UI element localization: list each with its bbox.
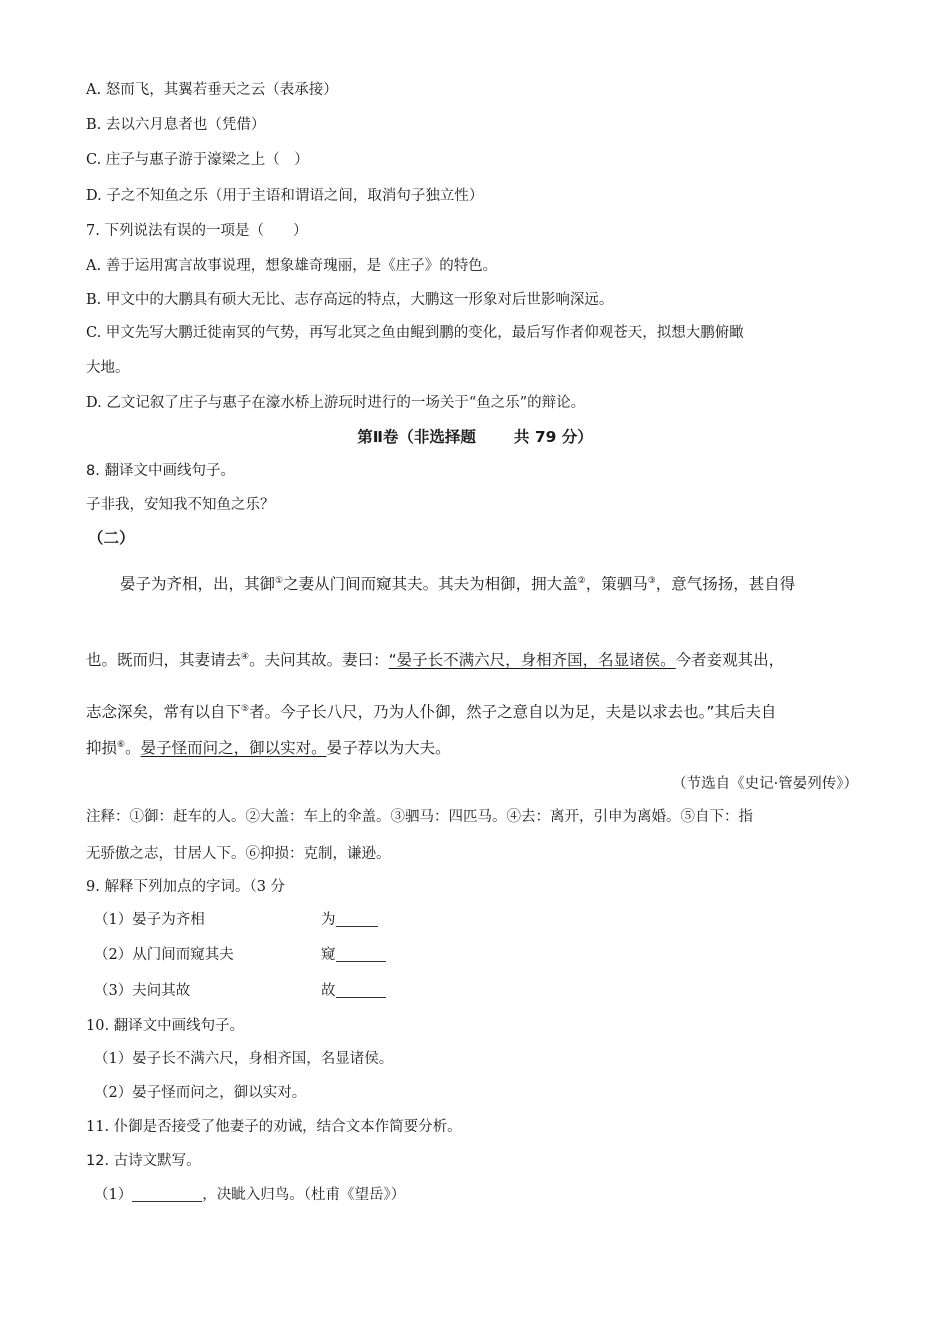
passage-text: 者。今子长八尺，乃为人仆御，然子之意自以为足，夫是以求去也。”其后夫自 — [249, 703, 777, 721]
passage-text: 抑损 — [86, 739, 118, 757]
passage-text: 晏子为齐相，出，其御 — [120, 575, 276, 593]
q9-stem: 9. 解释下列加点的字词。（3 分 — [86, 879, 286, 895]
q9-item-1 — [94, 910, 336, 930]
q9-item-answer — [321, 910, 378, 930]
footnote-marker: ② — [577, 576, 586, 586]
passage-text: 志念深矣，常有以自下 — [86, 703, 242, 721]
passage-line-3 — [86, 702, 776, 722]
q10-item-2: （2）晏子怪而问之，御以实对。 — [94, 1085, 307, 1101]
footnote-marker: ⑤ — [241, 704, 250, 714]
section-2-title-part1: 第Ⅱ卷（非选择题 — [357, 428, 476, 446]
q12-text: 古诗文默写。 — [109, 1153, 201, 1169]
q7-option-a: A. 善于运用寓言故事说理，想象雄奇瑰丽，是《庄子》的特色。 — [86, 258, 498, 274]
underlined-sentence-1: “晏子长不满六尺，身相齐国，名显诸侯。 — [388, 651, 676, 669]
q6-option-c: C. 庄子与惠子游于濠梁之上（ ） — [86, 152, 309, 168]
passage-text: ，意气扬扬，甚自得 — [655, 575, 796, 593]
q12-item-prefix: （1） — [94, 1187, 133, 1203]
q12-stem — [86, 1151, 201, 1171]
q6-option-d: D. 子之不知鱼之乐（用于主语和谓语之间，取消句子独立性） — [86, 188, 484, 204]
answer-blank[interactable] — [336, 947, 386, 962]
passage-text: 今者妾观其出， — [675, 651, 785, 669]
q7-option-c-line1: C. 甲文先写大鹏迁徙南冥的气势，再写北冥之鱼由鲲到鹏的变化，最后写作者仰观苍天，拟想大鹏俯瞰 — [86, 325, 744, 341]
q7-option-d: D. 乙文记叙了庄子与惠子在濠水桥上游玩时进行的一场关于“鱼之乐”的辩论。 — [86, 395, 586, 411]
section-2-title — [0, 427, 950, 447]
q9-item-sentence: （1）晏子为齐相 — [94, 912, 205, 928]
answer-blank[interactable] — [336, 912, 378, 927]
passage-line-1 — [120, 574, 795, 594]
answer-blank[interactable] — [336, 983, 386, 998]
q9-item-sentence: （2）从门间而窥其夫 — [94, 947, 234, 963]
q8-number: 8. — [86, 463, 100, 479]
q8-stem — [86, 461, 235, 481]
q12-number: 12. — [86, 1153, 110, 1169]
footnote-marker: ④ — [241, 652, 250, 662]
q7-option-c-line2: 大地。 — [86, 360, 130, 376]
q8-sentence: 子非我，安知我不知鱼之乐？ — [86, 497, 275, 513]
q9-item-2 — [94, 945, 336, 965]
q9-item-sentence: （3）夫问其故 — [94, 983, 191, 999]
footnote-marker: ① — [275, 576, 284, 586]
q9-item-word: 故 — [321, 983, 336, 999]
footnote-marker: ③ — [647, 576, 656, 586]
answer-blank[interactable] — [132, 1187, 202, 1202]
q11-stem: 11. 仆御是否接受了他妻子的劝诫，结合文本作简要分析。 — [86, 1119, 462, 1135]
passage-text: ，策驷马 — [585, 575, 648, 593]
q9-item-3 — [94, 981, 336, 1001]
q12-item-1 — [94, 1185, 405, 1205]
q9-item-answer — [321, 945, 386, 965]
passage-text: 晏子荐以为大夫。 — [326, 739, 451, 757]
q10-stem: 10. 翻译文中画线句子。 — [86, 1018, 245, 1034]
q7-stem: 7. 下列说法有误的一项是（ ） — [86, 223, 308, 239]
q9-item-word: 为 — [321, 912, 336, 928]
part-2-heading: （二） — [88, 529, 135, 547]
q10-item-1: （1）晏子长不满六尺，身相齐国，名显诸侯。 — [94, 1051, 394, 1067]
q9-item-word: 窥 — [321, 947, 336, 963]
q12-item-suffix: ，决眦入归鸟。（杜甫《望岳》） — [202, 1187, 406, 1203]
q8-text: 翻译文中画线句子。 — [99, 463, 235, 479]
q9-item-answer — [321, 981, 386, 1001]
passage-line-2 — [86, 650, 784, 670]
q7-option-b: B. 甲文中的大鹏具有硕大无比、志存高远的特点，大鹏这一形象对后世影响深远。 — [86, 292, 614, 308]
underlined-sentence-2: 晏子怪而问之，御以实对。 — [140, 739, 327, 757]
passage-text: 。 — [125, 739, 141, 757]
passage-line-4 — [86, 738, 451, 758]
q6-option-b: B. 去以六月息者也（凭借） — [86, 117, 266, 133]
passage-text: 也。既而归，其妻请去 — [86, 651, 242, 669]
passage-text: 之妻从门间而窥其夫。其夫为相御，拥大盖 — [283, 575, 578, 593]
passage-source: （节选自《史记·管晏列传》） — [672, 776, 858, 792]
section-2-title-part2: 共 79 分） — [513, 428, 593, 446]
notes-line-1: 注释：①御：赶车的人。②大盖：车上的伞盖。③驷马：四匹马。④去：离开，引申为离婚。⑤自下：指 — [86, 809, 753, 825]
footnote-marker: ⑥ — [117, 740, 126, 750]
notes-line-2: 无骄傲之志，甘居人下。⑥抑损：克制，谦逊。 — [86, 846, 391, 862]
q6-option-a: A. 怒而飞，其翼若垂天之云（表承接） — [86, 82, 338, 98]
passage-text: 。夫问其故。妻曰： — [249, 651, 389, 669]
